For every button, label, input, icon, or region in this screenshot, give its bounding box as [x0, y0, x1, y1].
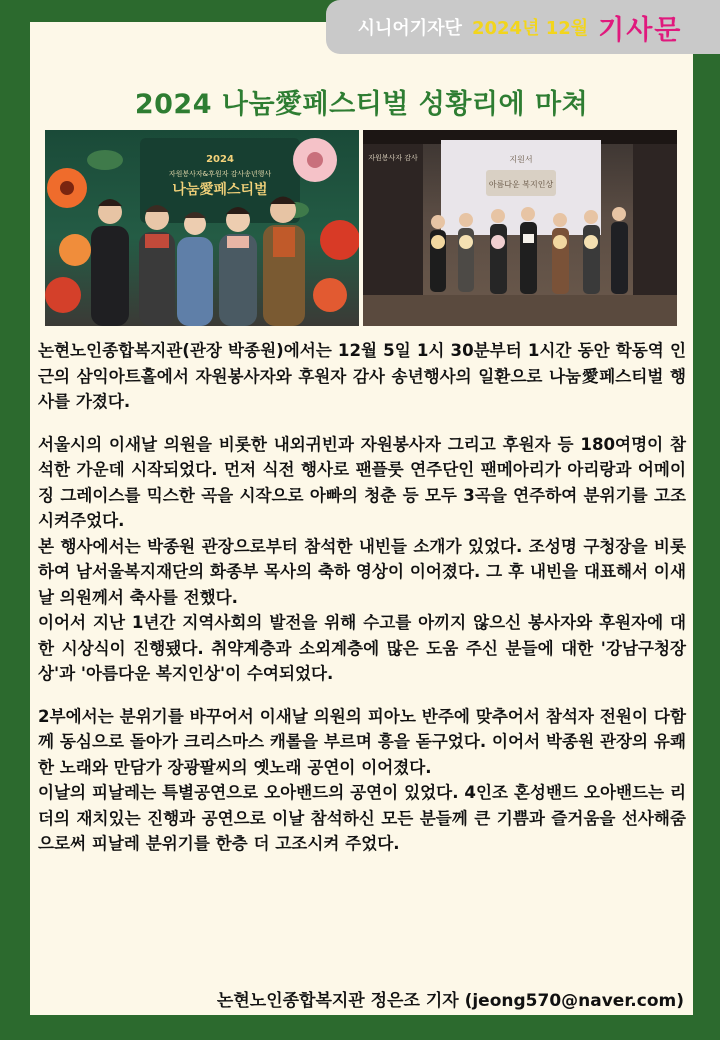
flower-left-bottom [45, 277, 81, 313]
wall-sign: 자원봉사자 감사 [368, 154, 418, 162]
author-byline: 논현노인종합복지관 정은조 기자 (jeong570@naver.com) [216, 991, 684, 1011]
paragraph-4: 이어서 지난 1년간 지역사회의 발전을 위해 수고를 아끼지 않으신 봉사자와 후원자에 대한 시상식이 진행됐다. 취약계층과 소외계층에 많은 도움 주신 분들에 대한 '강남구청장상'과 '아름다운 복지인상'이 수여되었다. [38, 613, 686, 683]
screen-title: 지원서 [509, 155, 533, 164]
person-3 [177, 212, 213, 326]
category-label: 기사문 [598, 14, 683, 46]
group-photo [45, 130, 359, 326]
person-1 [91, 199, 129, 326]
ceremony-photo-drawing [363, 130, 677, 326]
person-4 [219, 207, 257, 326]
awardee-7 [611, 207, 628, 294]
person-2 [139, 205, 175, 326]
article-title: 2024 나눔愛페스티벌 성황리에 마쳐 [134, 89, 589, 120]
date-label: 2024년 12월 [471, 18, 589, 39]
paragraph-2: 서울시의 이새날 의원을 비롯한 내외귀빈과 자원봉사자 그리고 후원자 등 180여명이 참석한 가운데 시작되었다. 먼저 식전 행사로 팬플룻 연주단인 팬메아리가 아리랑과 어메이징 그레이스를 믹스한 곡을 시작으로 아빠의 청춘 등 모두 3곡을 연주하여 분위기를 고조시켜주었다. [38, 434, 686, 530]
section-label: 시니어기자단 [357, 18, 462, 39]
banner-main: 나눔愛페스티벌 [172, 182, 268, 198]
award-ceremony-photo [363, 130, 677, 326]
paragraph-6: 이날의 피날레는 특별공연으로 오아밴드의 공연이 있었다. 4인조 혼성밴드 오아밴드는 리더의 재치있는 진행과 공연으로 이날 참석하신 모든 분들께 큰 기쁨과 즐거움을 선사해줌으로써 피날레 분위기를 한층 더 고조시켜 주었다. [38, 783, 686, 853]
paragraph-1: 논현노인종합복지관(관장 박종원)에서는 12월 5일 1시 30분부터 1시간 동안 학동역 인근의 삼익아트홀에서 자원봉사자와 후원자 감사 송년행사의 일환으로 나눔愛페스티벌 행사를 가졌다. [38, 341, 686, 411]
group-photo-drawing [45, 130, 359, 326]
article-body [38, 338, 686, 857]
paragraph-3: 본 행사에서는 박종원 관장으로부터 참석한 내빈들 소개가 있었다. 조성명 구청장을 비롯하여 남서울복지재단의 화종부 목사의 축하 영상이 이어졌다. 그 후 내빈을 대표해서 이새날 의원께서 축사를 전했다. [38, 536, 686, 607]
header-badge [326, 0, 720, 54]
photo-row [45, 130, 677, 326]
banner-subtitle: 자원봉사자&후원자 감사송년행사 [168, 170, 272, 178]
flower-left-mid [59, 234, 91, 266]
screen-subtitle: 아름다운 복지인상 [488, 180, 554, 189]
banner-year: 2024 [206, 154, 234, 165]
paragraph-5: 2부에서는 분위기를 바꾸어서 이새날 의원의 피아노 반주에 맞추어서 참석자 전원이 다함께 동심으로 돌아가 크리스마스 캐롤을 부르며 흥을 돋구었다. 이어서 박종원 관장의 유쾌한 노래와 만담가 장광팔씨의 옛노래 공연이 이어졌다. [38, 706, 686, 777]
flower-right-mid [320, 220, 359, 260]
